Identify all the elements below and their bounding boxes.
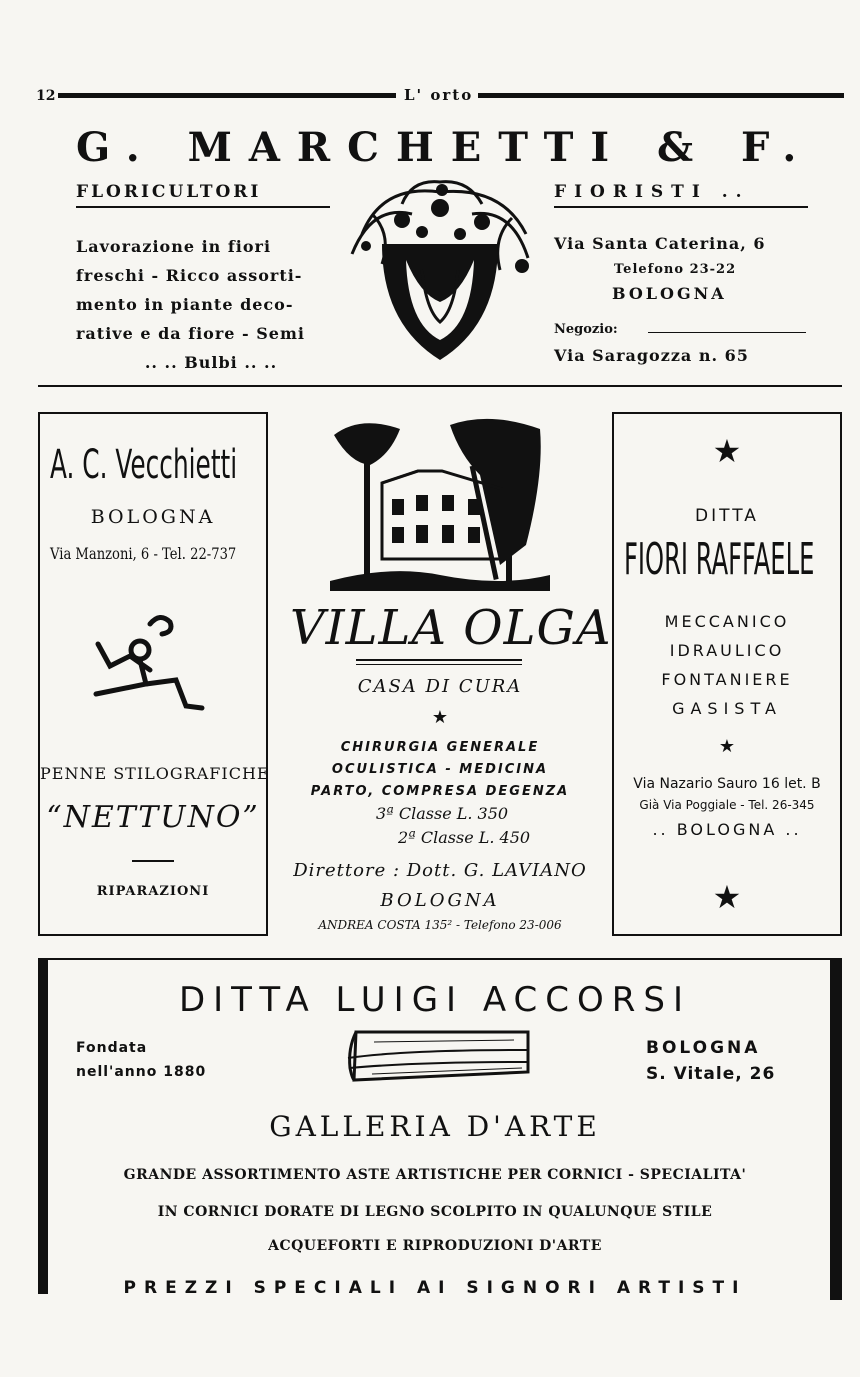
accorsi-top-rule xyxy=(38,958,842,960)
raffaele-trade: FONTANIERE xyxy=(661,670,793,689)
vecchietti-product-text: PENNE STILOGRAFICHE xyxy=(40,764,270,783)
villa-address: ANDREA COSTA 135² - Telefono 23-006 xyxy=(318,918,562,932)
marchetti-title: G. MARCHETTI & F. xyxy=(76,124,814,171)
section-divider xyxy=(38,385,842,387)
raffaele-label: DITTA xyxy=(695,506,759,526)
raffaele-trade: GASISTA xyxy=(672,699,782,718)
marchetti-city: BOLOGNA xyxy=(612,284,727,303)
marchetti-desc-line: Lavorazione in fiori xyxy=(76,237,272,256)
star-icon: ★ xyxy=(712,432,742,470)
villa-olga-title: VILLA OLGA xyxy=(290,600,612,656)
vecchietti-product xyxy=(40,764,270,783)
star-icon: ★ xyxy=(718,736,736,757)
villa-class3: 3ª Classe L. 350 xyxy=(376,804,509,823)
star-icon: ★ xyxy=(712,878,742,916)
accorsi-city: BOLOGNA xyxy=(646,1038,761,1058)
raffaele-old-address: Già Via Poggiale - Tel. 26-345 xyxy=(639,798,815,812)
villa-service-line: CHIRURGIA GENERALE xyxy=(340,740,540,755)
marchetti-desc-line: rative e da fiore - Semi xyxy=(76,324,305,343)
vecchietti-name: A. C. Vecchietti xyxy=(50,442,238,488)
accorsi-right-bar xyxy=(830,960,842,1300)
marchetti-left-underline xyxy=(76,206,330,208)
accorsi-founded-1: Fondata xyxy=(76,1040,148,1056)
marchetti-desc-line: mento in piante deco- xyxy=(76,295,294,314)
accorsi-line: GRANDE ASSORTIMENTO ASTE ARTISTICHE PER CORNICI - SPECIALITA' xyxy=(123,1167,747,1183)
running-title: L' orto xyxy=(404,86,474,104)
vecchietti-address: Via Manzoni, 6 - Tel. 22-737 xyxy=(50,544,237,563)
accorsi-bottom: PREZZI SPECIALI AI SIGNORI ARTISTI xyxy=(123,1278,747,1298)
villa-building-illustration xyxy=(330,415,550,591)
villa-subtitle: CASA DI CURA xyxy=(357,676,523,697)
villa-city: BOLOGNA xyxy=(380,890,500,911)
raffaele-name: FIORI RAFFAELE xyxy=(624,534,815,585)
villa-double-rule-2 xyxy=(356,664,522,665)
raffaele-city: .. BOLOGNA .. xyxy=(652,820,802,839)
villa-service-line: PARTO, COMPRESA DEGENZA xyxy=(310,784,570,799)
raffaele-ad xyxy=(612,412,842,936)
accorsi-line: ACQUEFORTI E RIPRODUZIONI D'ARTE xyxy=(268,1238,602,1254)
marchetti-left-heading: FLORICULTORI xyxy=(76,182,262,202)
star-icon: ★ xyxy=(431,707,449,728)
vecchietti-brand: “NETTUNO” xyxy=(46,800,260,835)
header-rule-right xyxy=(478,93,844,98)
flower-basket-illustration xyxy=(342,174,538,368)
vecchietti-short-rule xyxy=(132,860,174,862)
page-number: 12 xyxy=(36,88,56,104)
marchetti-shop-label: Negozio: xyxy=(554,322,618,337)
vecchietti-service: RIPARAZIONI xyxy=(96,884,210,899)
accorsi-title: DITTA LUIGI ACCORSI xyxy=(178,980,692,1020)
accorsi-left-bar xyxy=(38,960,48,1294)
accorsi-founded-2: nell'anno 1880 xyxy=(76,1064,207,1080)
accorsi-address: S. Vitale, 26 xyxy=(646,1064,776,1084)
marchetti-shop-rule xyxy=(648,332,806,333)
raffaele-trade: IDRAULICO xyxy=(669,641,785,660)
marchetti-right-underline xyxy=(554,206,808,208)
marchetti-address: Via Santa Caterina, 6 xyxy=(554,234,766,253)
marchetti-description xyxy=(76,232,346,377)
frame-molding-illustration xyxy=(344,1028,534,1086)
villa-director: Direttore : Dott. G. LAVIANO xyxy=(293,860,587,881)
running-figure-illustration xyxy=(90,610,220,720)
villa-class2: 2ª Classe L. 450 xyxy=(398,828,531,847)
marchetti-desc-line: .. .. Bulbi .. .. xyxy=(144,353,278,372)
villa-service-line: OCULISTICA - MEDICINA xyxy=(331,762,549,777)
header-rule-left xyxy=(58,93,396,98)
vecchietti-city: BOLOGNA xyxy=(90,506,216,528)
raffaele-trade: MECCANICO xyxy=(664,612,790,631)
marchetti-right-heading: FIORISTI .. xyxy=(554,182,750,202)
marchetti-shop-address: Via Saragozza n. 65 xyxy=(554,346,749,365)
raffaele-address: Via Nazario Sauro 16 let. B xyxy=(633,776,821,792)
accorsi-gallery: GALLERIA D'ARTE xyxy=(269,1110,601,1143)
villa-double-rule-1 xyxy=(356,659,522,661)
marchetti-desc-line: freschi - Ricco assorti- xyxy=(76,266,303,285)
accorsi-line: IN CORNICI DORATE DI LEGNO SCOLPITO IN QUALUNQUE STILE xyxy=(157,1204,713,1220)
marchetti-phone: Telefono 23-22 xyxy=(614,262,737,277)
vecchietti-ad xyxy=(38,412,268,936)
